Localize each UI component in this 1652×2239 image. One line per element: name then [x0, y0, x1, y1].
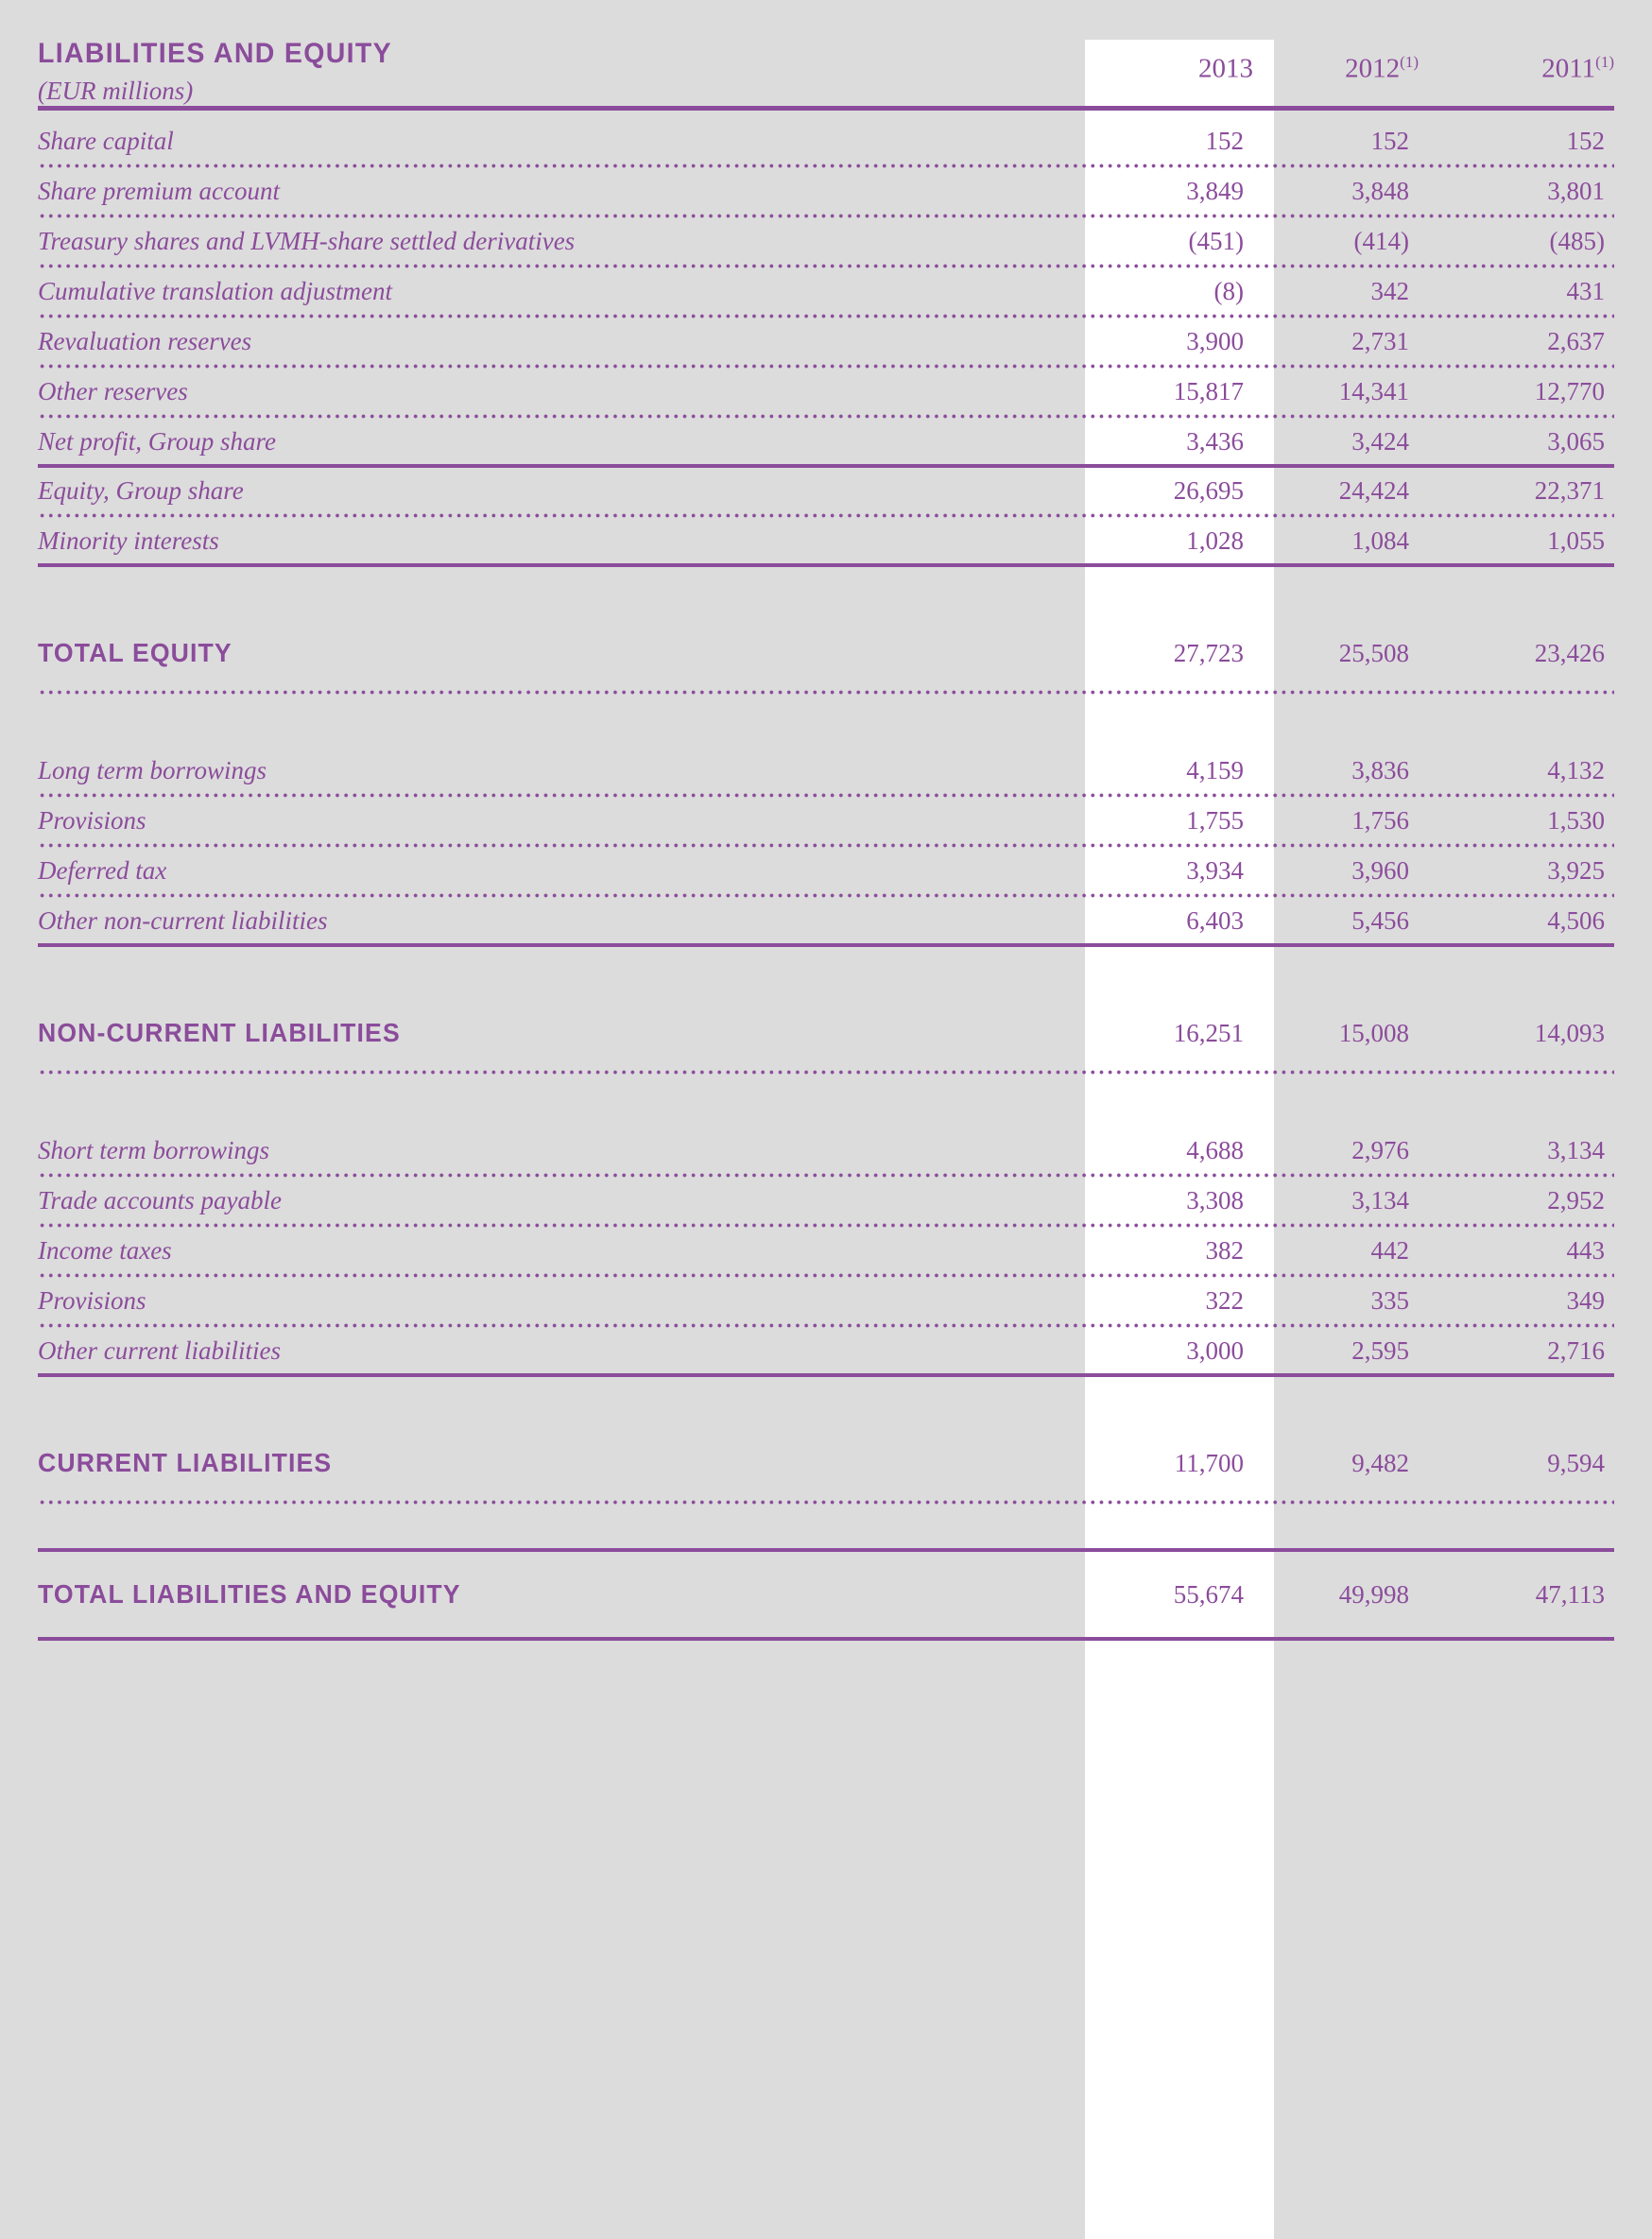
- row-value-2011: 9,594: [1547, 1448, 1605, 1477]
- units-label: (EUR millions): [38, 77, 194, 106]
- row-value-2011: 12,770: [1534, 376, 1605, 405]
- row-value-2011: 2,716: [1547, 1335, 1605, 1365]
- row-label: Net profit, Group share: [38, 426, 277, 456]
- row-value-2012: 14,341: [1338, 376, 1409, 405]
- row-value-2013: 16,251: [1173, 1018, 1244, 1047]
- row-label: Other current liabilities: [38, 1335, 281, 1365]
- row-label: Equity, Group share: [38, 475, 244, 505]
- row-value-2013: 15,817: [1173, 376, 1244, 405]
- spacer: [38, 1492, 1614, 1500]
- row-value-2013: 3,000: [1186, 1335, 1244, 1365]
- row-value-2013: 27,723: [1173, 638, 1244, 667]
- row-value-2011: 431: [1566, 276, 1605, 305]
- row-value-2013: 3,900: [1186, 326, 1244, 355]
- row-value-2012: 3,836: [1351, 755, 1409, 784]
- table-row: [38, 319, 1614, 364]
- table-row: [38, 118, 1614, 164]
- row-label: Income taxes: [38, 1235, 172, 1265]
- row-value-2013: 1,028: [1186, 525, 1244, 555]
- row-value-2012: 1,084: [1351, 525, 1409, 555]
- row-value-2012: 25,508: [1338, 638, 1409, 667]
- row-value-2011: 1,055: [1547, 525, 1605, 555]
- row-value-2012: 335: [1370, 1285, 1409, 1315]
- row-value-2011: 3,801: [1547, 176, 1605, 205]
- table-row: [38, 1178, 1614, 1223]
- row-value-2012: 342: [1370, 276, 1409, 305]
- column-header-2012-note: (1): [1400, 53, 1419, 72]
- table-row: [38, 898, 1614, 943]
- table-row: [38, 168, 1614, 214]
- row-value-2011: 47,113: [1535, 1579, 1605, 1609]
- column-header-2013-year: 2013: [1198, 54, 1253, 84]
- spacer: [38, 1377, 1614, 1434]
- row-value-2013: 6,403: [1186, 905, 1244, 935]
- row-value-2012: 2,976: [1351, 1135, 1409, 1164]
- header-row: [38, 13, 1614, 106]
- table-row-non-current-liabilities: [38, 1004, 1614, 1062]
- row-label: Short term borrowings: [38, 1135, 270, 1164]
- row-value-2012: 15,008: [1338, 1018, 1409, 1047]
- row-value-2011: 23,426: [1534, 638, 1605, 667]
- table-row: [38, 1328, 1614, 1373]
- column-header-2011-year: 2011: [1541, 54, 1596, 84]
- row-label: Revaluation reserves: [38, 326, 252, 355]
- row-label: Minority interests: [38, 525, 219, 555]
- row-value-2013: 26,695: [1173, 475, 1244, 505]
- table-row: [38, 848, 1614, 893]
- row-value-2012: 24,424: [1338, 475, 1409, 505]
- row-value-2013: 3,849: [1186, 176, 1244, 205]
- row-value-2012: 3,424: [1351, 426, 1409, 456]
- row-value-2011: 3,065: [1547, 426, 1605, 456]
- row-value-2013: 3,436: [1186, 426, 1244, 456]
- spacer: [38, 567, 1614, 624]
- row-label: Provisions: [38, 805, 146, 835]
- table-row: [38, 1128, 1614, 1173]
- table-row: [38, 369, 1614, 414]
- row-label: TOTAL EQUITY: [38, 638, 232, 667]
- row-value-2011: 2,637: [1547, 326, 1605, 355]
- spacer: [38, 695, 1614, 748]
- spacer: [38, 1062, 1614, 1070]
- row-value-2012: 9,482: [1351, 1448, 1409, 1477]
- row-value-2011: 152: [1566, 126, 1605, 155]
- table-row-total-equity: [38, 624, 1614, 682]
- row-value-2012: 49,998: [1338, 1579, 1409, 1609]
- table-row-total-liabilities-and-equity: [38, 1565, 1614, 1624]
- row-value-2013: 11,700: [1174, 1448, 1244, 1477]
- row-label: Provisions: [38, 1285, 146, 1315]
- row-value-2011: 22,371: [1534, 475, 1605, 505]
- row-label: Treasury shares and LVMH-share settled derivatives: [38, 226, 576, 255]
- row-value-2012: 3,134: [1351, 1185, 1409, 1214]
- row-value-2012: (414): [1353, 226, 1409, 255]
- row-value-2012: 152: [1370, 126, 1409, 155]
- row-value-2013: 3,308: [1186, 1185, 1244, 1214]
- row-value-2013: (451): [1188, 226, 1244, 255]
- row-value-2011: 443: [1566, 1235, 1605, 1265]
- table-row: [38, 468, 1614, 513]
- header-titles: [38, 38, 1064, 106]
- column-header-2012-year: 2012: [1345, 54, 1401, 84]
- row-value-2011: 3,134: [1547, 1135, 1605, 1164]
- spacer: [38, 1624, 1614, 1637]
- row-value-2013: 4,159: [1186, 755, 1244, 784]
- row-value-2012: 2,595: [1351, 1335, 1409, 1365]
- spacer: [38, 1505, 1614, 1548]
- spacer: [38, 111, 1614, 118]
- row-label: NON-CURRENT LIABILITIES: [38, 1018, 401, 1047]
- row-value-2013: 3,934: [1186, 855, 1244, 885]
- spacer: [38, 947, 1614, 1004]
- table-row-current-liabilities: [38, 1434, 1614, 1492]
- row-value-2013: (8): [1213, 276, 1244, 305]
- row-label: Deferred tax: [38, 855, 167, 885]
- spacer: [38, 1552, 1614, 1565]
- row-value-2013: 152: [1205, 126, 1244, 155]
- spacer: [38, 682, 1614, 690]
- row-label: Other reserves: [38, 376, 188, 405]
- row-value-2011: 4,506: [1547, 905, 1605, 935]
- row-value-2012: 442: [1370, 1235, 1409, 1265]
- column-header-2012: [1253, 53, 1419, 106]
- row-value-2013: 1,755: [1186, 805, 1244, 835]
- row-value-2011: 349: [1566, 1285, 1605, 1315]
- grand-total-bottom-rule: [38, 1637, 1614, 1641]
- column-header-2011: [1419, 53, 1614, 106]
- row-value-2012: 3,848: [1351, 176, 1409, 205]
- row-value-2011: 3,925: [1547, 855, 1605, 885]
- table-row: [38, 798, 1614, 843]
- table-header: [38, 0, 1614, 106]
- row-value-2011: 4,132: [1547, 755, 1605, 784]
- row-label: CURRENT LIABILITIES: [38, 1448, 333, 1477]
- row-value-2013: 55,674: [1173, 1579, 1244, 1609]
- table-row: [38, 1228, 1614, 1273]
- row-value-2012: 2,731: [1351, 326, 1409, 355]
- row-value-2011: 1,530: [1547, 805, 1605, 835]
- row-value-2011: (485): [1549, 226, 1605, 255]
- row-value-2012: 1,756: [1351, 805, 1409, 835]
- row-label: Other non-current liabilities: [38, 905, 328, 935]
- table-row: [38, 218, 1614, 264]
- row-label: Trade accounts payable: [38, 1185, 282, 1214]
- row-value-2013: 4,688: [1186, 1135, 1244, 1164]
- row-value-2013: 382: [1205, 1235, 1244, 1265]
- row-label: Cumulative translation adjustment: [38, 276, 392, 305]
- row-value-2012: 3,960: [1351, 855, 1409, 885]
- table-row: [38, 518, 1614, 563]
- table-row: [38, 748, 1614, 793]
- column-header-2011-note: (1): [1595, 53, 1614, 72]
- row-value-2012: 5,456: [1351, 905, 1409, 935]
- table-row: [38, 1278, 1614, 1323]
- table-row: [38, 419, 1614, 464]
- row-value-2013: 322: [1205, 1285, 1244, 1315]
- row-label: Share premium account: [38, 176, 280, 205]
- spacer: [38, 1075, 1614, 1128]
- row-value-2011: 14,093: [1534, 1018, 1605, 1047]
- row-label: Share capital: [38, 126, 174, 155]
- table-row: [38, 268, 1614, 314]
- page-title: LIABILITIES AND EQUITY: [38, 38, 392, 70]
- column-header-2013: [1064, 53, 1253, 106]
- row-value-2011: 2,952: [1547, 1185, 1605, 1214]
- row-label: Long term borrowings: [38, 755, 267, 784]
- row-label: TOTAL LIABILITIES AND EQUITY: [38, 1579, 461, 1609]
